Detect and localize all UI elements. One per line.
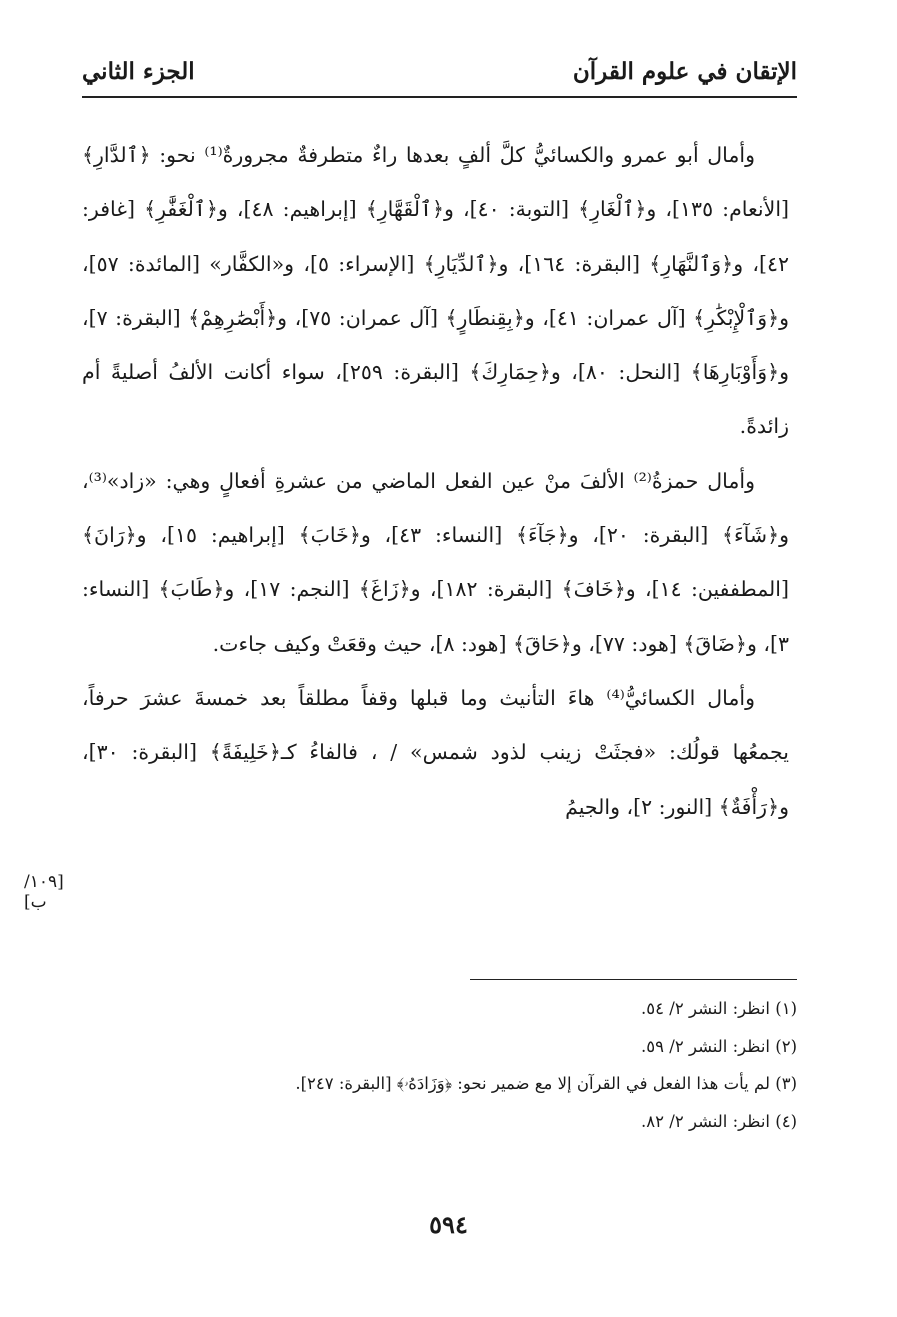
page-number: ٥٩٤ bbox=[429, 1210, 468, 1239]
paragraph-3: وأمال الكسائيُّ⁽⁴⁾ هاءَ التأنيث وما قبلها وقفاً مطلقاً بعد خمسةَ عشرَ حرفاً، يجمعُها قولُك: «فجثَتْ زينب لذود شمس» / ، فالفاءُ كـ﴿خَلِيفَةً﴾ [البقرة: ٣٠]، و﴿رَأْفَةٌ﴾ [النور: ٢]، والجيمُ bbox=[82, 685, 789, 819]
footnote-4: (٤) انظر: النشر ٢/ ٨٢. bbox=[641, 1111, 797, 1131]
footnote-1: (١) انظر: النشر ٢/ ٥٤. bbox=[641, 999, 797, 1018]
paragraph-2: وأمال حمزةُ⁽²⁾ الألفَ منْ عين الفعل الماضي من عشرةِ أفعالٍ وهي: «زاد»⁽³⁾، و﴿شَآءَ﴾ [البقرة: ٢٠]، و﴿جَآءَ﴾ [النساء: ٤٣]، و﴿خَابَ﴾ [إبراهيم: ١٥]، و﴿رَانَ﴾ [المطففين: ١٤]، و﴿خَافَ﴾ [البقرة: ١٨٢]، و﴿زَاغَ﴾ [النجم: ١٧]، و﴿طَابَ﴾ [النساء: ٣]، و﴿ضَاقَ﴾ [هود: ٧٧]، و﴿حَاقَ﴾ [هود: ٨]، حيث وقعَتْ وكيف جاءت. bbox=[82, 468, 789, 656]
manuscript-folio-note: [١٠٩/ب] bbox=[24, 872, 64, 912]
paragraph-1: وأمال أبو عمرو والكسائيُّ كلَّ ألفٍ بعدها راءٌ متطرفةٌ مجرورةٌ⁽¹⁾ نحو: ﴿ٱلدَّارِ﴾ [الأنعام: ١٣٥]، و﴿ٱلْغَارِ﴾ [التوبة: ٤٠]، و﴿ٱلْقَهَّارِ﴾ [إبراهيم: ٤٨]، و﴿ٱلْغَفَّٰرِ﴾ [غافر: ٤٢]، و﴿وَٱلنَّهَارِ﴾ [البقرة: ١٦٤]، و﴿ٱلدِّيَارِ﴾ [الإسراء: ٥]، و«الكفَّار» [المائدة: ٥٧]، و﴿وَٱلْإِبْكَٰرِ﴾ [آل عمران: ٤١]، و﴿بِقِنطَارٍ﴾ [آل عمران: ٧٥]، و﴿أَبْصَٰرِهِمْ﴾ [البقرة: ٧]، و﴿وَأَوْبَارِهَا﴾ [النحل: ٨٠]، و﴿حِمَارِكَ﴾ [البقرة: ٢٥٩]، سواء أكانت الألفُ أصليةً أم زائدةً. bbox=[82, 143, 790, 439]
footnote-3: (٣) لم يأت هذا الفعل في القرآن إلا مع ضمير نحو: ﴿وَزَادَهُۥ﴾ [البقرة: ٢٤٧]. bbox=[295, 1074, 797, 1093]
footnote-2: (٢) انظر: النشر ٢/ ٥٩. bbox=[641, 1036, 797, 1056]
book-title: الإتقان في علوم القرآن bbox=[572, 58, 797, 85]
volume-label: الجزء الثاني bbox=[82, 58, 195, 85]
footnotes bbox=[140, 990, 797, 1140]
footnote-separator bbox=[470, 979, 797, 980]
main-text bbox=[82, 128, 789, 834]
running-header bbox=[82, 52, 797, 98]
